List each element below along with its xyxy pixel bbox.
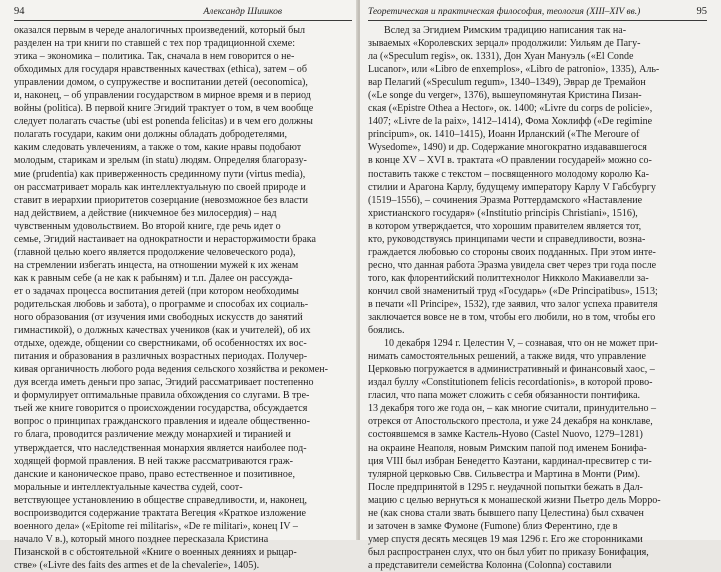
text-line: и заточен в замке Фумоне (Fumone) близ Ферентино, где в xyxy=(368,520,618,532)
text-line: гимнастикой), о должных качествах учеников (как и учителей), об их xyxy=(14,325,311,337)
text-line: стве» («Livre des faits des armes et de la chevalerie», 1405). xyxy=(14,559,260,571)
text-line: 1407; «Livre de la paix», 1412–1414), Фома Хоклифф («De regimine xyxy=(368,116,653,128)
text-line: моральные и интеллектуальные качества судей, соот- xyxy=(14,481,243,493)
text-line: Вслед за Эгидием Римским традицию написания так на- xyxy=(384,25,627,36)
text-line: тулярной церковью Свв. Сильвестра и Мартина в Монти (Рим). xyxy=(368,468,641,480)
text-line: на окраине Неаполя, новым Римским папой под именем Бонифа- xyxy=(368,442,647,454)
text-line: вар Пелагий («Speculum regum», 1340–1349), Эврар де Тремайон xyxy=(368,77,646,89)
text-line: оказался первым в череде аналогичных произведений, который был xyxy=(14,25,305,36)
running-head-title-right: Теоретическая и практическая философия, теология (XIII–XIV вв.) xyxy=(368,7,641,17)
text-line: 13 декабря того же года он, – как многие считали, принудительно – xyxy=(368,403,657,415)
text-line: ресно, что данная работа Эразма увидела свет через три года после xyxy=(368,259,657,271)
text-line: ет о задачах процесса воспитания детей (при котором необходимы xyxy=(14,285,299,297)
text-line: вопрос о принципах гражданского правления и идеале общественно- xyxy=(14,416,310,428)
text-line: кивая органичность любого рода ведения сельского хозяйства и рекомен- xyxy=(14,364,328,376)
text-line: питания и образования в различных возрастных периодах. Получер- xyxy=(14,351,308,363)
text-line: Wysedome», 1490) и др. Содержание многократно издававшегося xyxy=(368,142,647,154)
text-line: полагать государи, каким они должны обладать добродетелями, xyxy=(14,129,288,141)
text-line: (1519–1556), – сочинения Эразма Роттердамского «Наставление xyxy=(368,194,643,206)
text-line: на стремлении избегать инцеста, на отношении мужей к их женам xyxy=(14,259,299,271)
text-line: ская («Epistre Othea a Hector», ок. 1400; «Livre du corps de policie», xyxy=(368,103,653,115)
text-line: и, наконец, – об управлении государством в мирное время и в период xyxy=(14,90,311,102)
text-line: над действием, а действие (никчемное без милосердия) – над xyxy=(14,207,277,219)
text-line: начало V в.), который много позднее пересказала Кристина xyxy=(14,533,269,545)
running-head-left xyxy=(14,6,352,21)
text-line: ция VIII был избран Бенедетто Каэтани, кардинал-пресвитер с ти- xyxy=(368,455,652,467)
text-line: мацию с целью вернуться к монашеской жизни Пьетро дель Морро- xyxy=(368,494,661,506)
text-line: в котором утверждается, что хорошим правителем является тот, xyxy=(368,220,642,232)
text-line: тьей же книге говорится о происхождении государства, обсуждается xyxy=(14,403,308,415)
running-head-title-left: Александр Шишков xyxy=(203,7,282,17)
text-line: го блага, проводится различение между монархией и тиранией и xyxy=(14,429,291,441)
text-line: кто, руководствуясь принципами чести и справедливости, возна- xyxy=(368,233,646,245)
right-page-body-text xyxy=(368,24,707,572)
text-line: как к равным себе (а не как к рабыням) и т.п. Далее он рассужда- xyxy=(14,272,293,284)
text-line: principum», ок. 1410–1415), Иоанн Ирланский («The Meroure of xyxy=(368,129,640,141)
text-line: стилии и Арагона Карлу, будущему императору Карлу V Габсбургу xyxy=(368,181,656,193)
text-line: состоявшемся в замке Кастель-Нуово (Castel Nuovo, 1279–1281) xyxy=(368,429,643,441)
left-page-body-text xyxy=(14,24,352,572)
text-line: поставить также с текстом – посвященного молодому королю Ка- xyxy=(368,168,649,180)
text-line: в печати «Il Principe», 1532), где заявил, что залог успеха правителя xyxy=(368,298,658,310)
page-number-left: 94 xyxy=(14,6,25,17)
text-line: войны (politica). В первой книге Эгидий трактует о том, в чем вообще xyxy=(14,103,314,115)
text-line: и формулирует оптимальные правила обхождения со слугами. В тре- xyxy=(14,390,310,402)
text-line: родительская любовь и забота), о программе и способах их социаль- xyxy=(14,298,309,310)
text-line: не (как снова стали звать бывшего папу Целестина) был схвачен xyxy=(368,507,644,519)
text-line: граждается любовью со стороны своих подданных. При этом инте- xyxy=(368,246,656,258)
text-line: молодым, старикам и зрелым (in statu) людям. Определяя благоразу- xyxy=(14,155,307,167)
running-head-right xyxy=(368,6,707,21)
text-line: семье, Эгидий настаивает на однократности и нерасторжимости брака xyxy=(14,233,316,245)
text-line: отрекся от Апостольского престола, и уже 24 декабря на конклаве, xyxy=(368,416,653,428)
text-line: каким следовать увлечениям, а также о том, какие нравы подобают xyxy=(14,142,302,154)
text-line: мие (prudentia) как приверженность срединному пути (virtus media), xyxy=(14,168,306,180)
text-line: этика – экономика – политика. Так, сначала в нем говорится о не- xyxy=(14,51,295,63)
text-line: После предпринятой в 1295 г. неудачной попытки бежать в Дал- xyxy=(368,481,643,493)
text-line: ветствующее установлению в обществе справедливости, и, наконец, xyxy=(14,494,308,506)
text-line: а представители семейства Колонна (Colonna) составили xyxy=(368,559,612,571)
text-line: ходящей формой правления. В ней также рассматриваются граж- xyxy=(14,455,294,467)
text-line: нимать самостоятельных решений, а также видя, что управление xyxy=(368,351,647,363)
text-line: умер спустя десять месяцев 19 мая 1296 г. Его же сторонниками xyxy=(368,533,643,545)
text-line: обходимых для государя нравственных качествах (ethica), затем – об xyxy=(14,64,307,76)
text-line: христианского государя» («Institutio principis Christiani», 1516), xyxy=(368,207,638,219)
text-line: утверждается, что наследственная монархия является наиболее под- xyxy=(14,442,307,454)
text-line: дуя всегда иметь деньги про запас, Эгидий рассматривает постепенно xyxy=(14,377,314,389)
text-line: управлении домом, о супружестве и воспитании детей (oeconomica), xyxy=(14,77,308,89)
text-line: издал буллу «Constitutionem felicis recordationis», в которой прово- xyxy=(368,377,653,389)
text-line: был распространен слух, что он был убит по приказу Бонифация, xyxy=(368,546,649,558)
text-line: боялись. xyxy=(368,325,405,337)
text-line: ла («Speculum regis», ок. 1331), Дон Хуан Мануэль («El Conde xyxy=(368,51,634,63)
text-line: воспроизводится содержание трактата Вегеция «Краткое изложение xyxy=(14,507,306,519)
text-line: того, как флорентийский политтехнолог Никколо Макиавелли за- xyxy=(368,272,649,284)
text-line: разделен на три книги по ставшей с тех пор традиционной схеме: xyxy=(14,38,296,50)
right-page xyxy=(360,0,721,571)
text-line: заключается вовсе не в том, чтобы его любили, но в том, чтобы его xyxy=(368,312,656,324)
text-line: ставит в иерархии приоритетов созерцание (невозможное без власти xyxy=(14,194,309,206)
text-line: («Le songe du verger», 1376), вышеупомянутая Кристина Пизан- xyxy=(368,90,642,102)
page-number-right: 95 xyxy=(696,6,707,17)
text-line: чувственным удовольствием. Во второй книге, где речь идет о xyxy=(14,220,281,232)
left-page xyxy=(0,0,358,571)
text-line: следует полагать счастье (ubi est ponenda felicitas) и в чем его должны xyxy=(14,116,313,128)
text-line: 10 декабря 1294 г. Целестин V, – сознавая, что он не может при- xyxy=(384,338,658,350)
text-line: военного дела» («Epitome rei militaris», «De re militari», конец IV – xyxy=(14,520,298,532)
text-line: он рассматривает мораль как интеллектуальную по своей природе и xyxy=(14,181,306,193)
text-line: кончил свой знаменитый труд «Государь» («De Principatibus», 1513; xyxy=(368,285,658,297)
text-line: отдыхе, одежде, общении со сверстниками, об особенностях их вос- xyxy=(14,338,307,350)
text-line: Церковью погружается в административный и финансовый хаос, – xyxy=(368,364,655,376)
text-line: гласил, что папа может сложить с себя обязанности понтифика. xyxy=(368,390,641,402)
text-line: ного образования (от изучения ими свободных искусств до занятий xyxy=(14,312,303,324)
text-line: Lucanor», или «Libro de enxemplos», «Libro de patronio», 1335), Аль- xyxy=(368,64,660,76)
text-line: Пизанской в с обстоятельной «Книге о военных деяниях и рыцар- xyxy=(14,546,297,558)
text-line: данские и каноническое право, право естественное и позитивное, xyxy=(14,468,295,480)
text-line: в конце XV – XVI в. трактата «О правлении государей» можно со- xyxy=(368,155,652,167)
text-line: зываемых «Королевских зерцал» продолжили: Уильям де Пагу- xyxy=(368,38,641,50)
text-line: (главной целью коего является продолжение человеческого рода), xyxy=(14,246,296,258)
